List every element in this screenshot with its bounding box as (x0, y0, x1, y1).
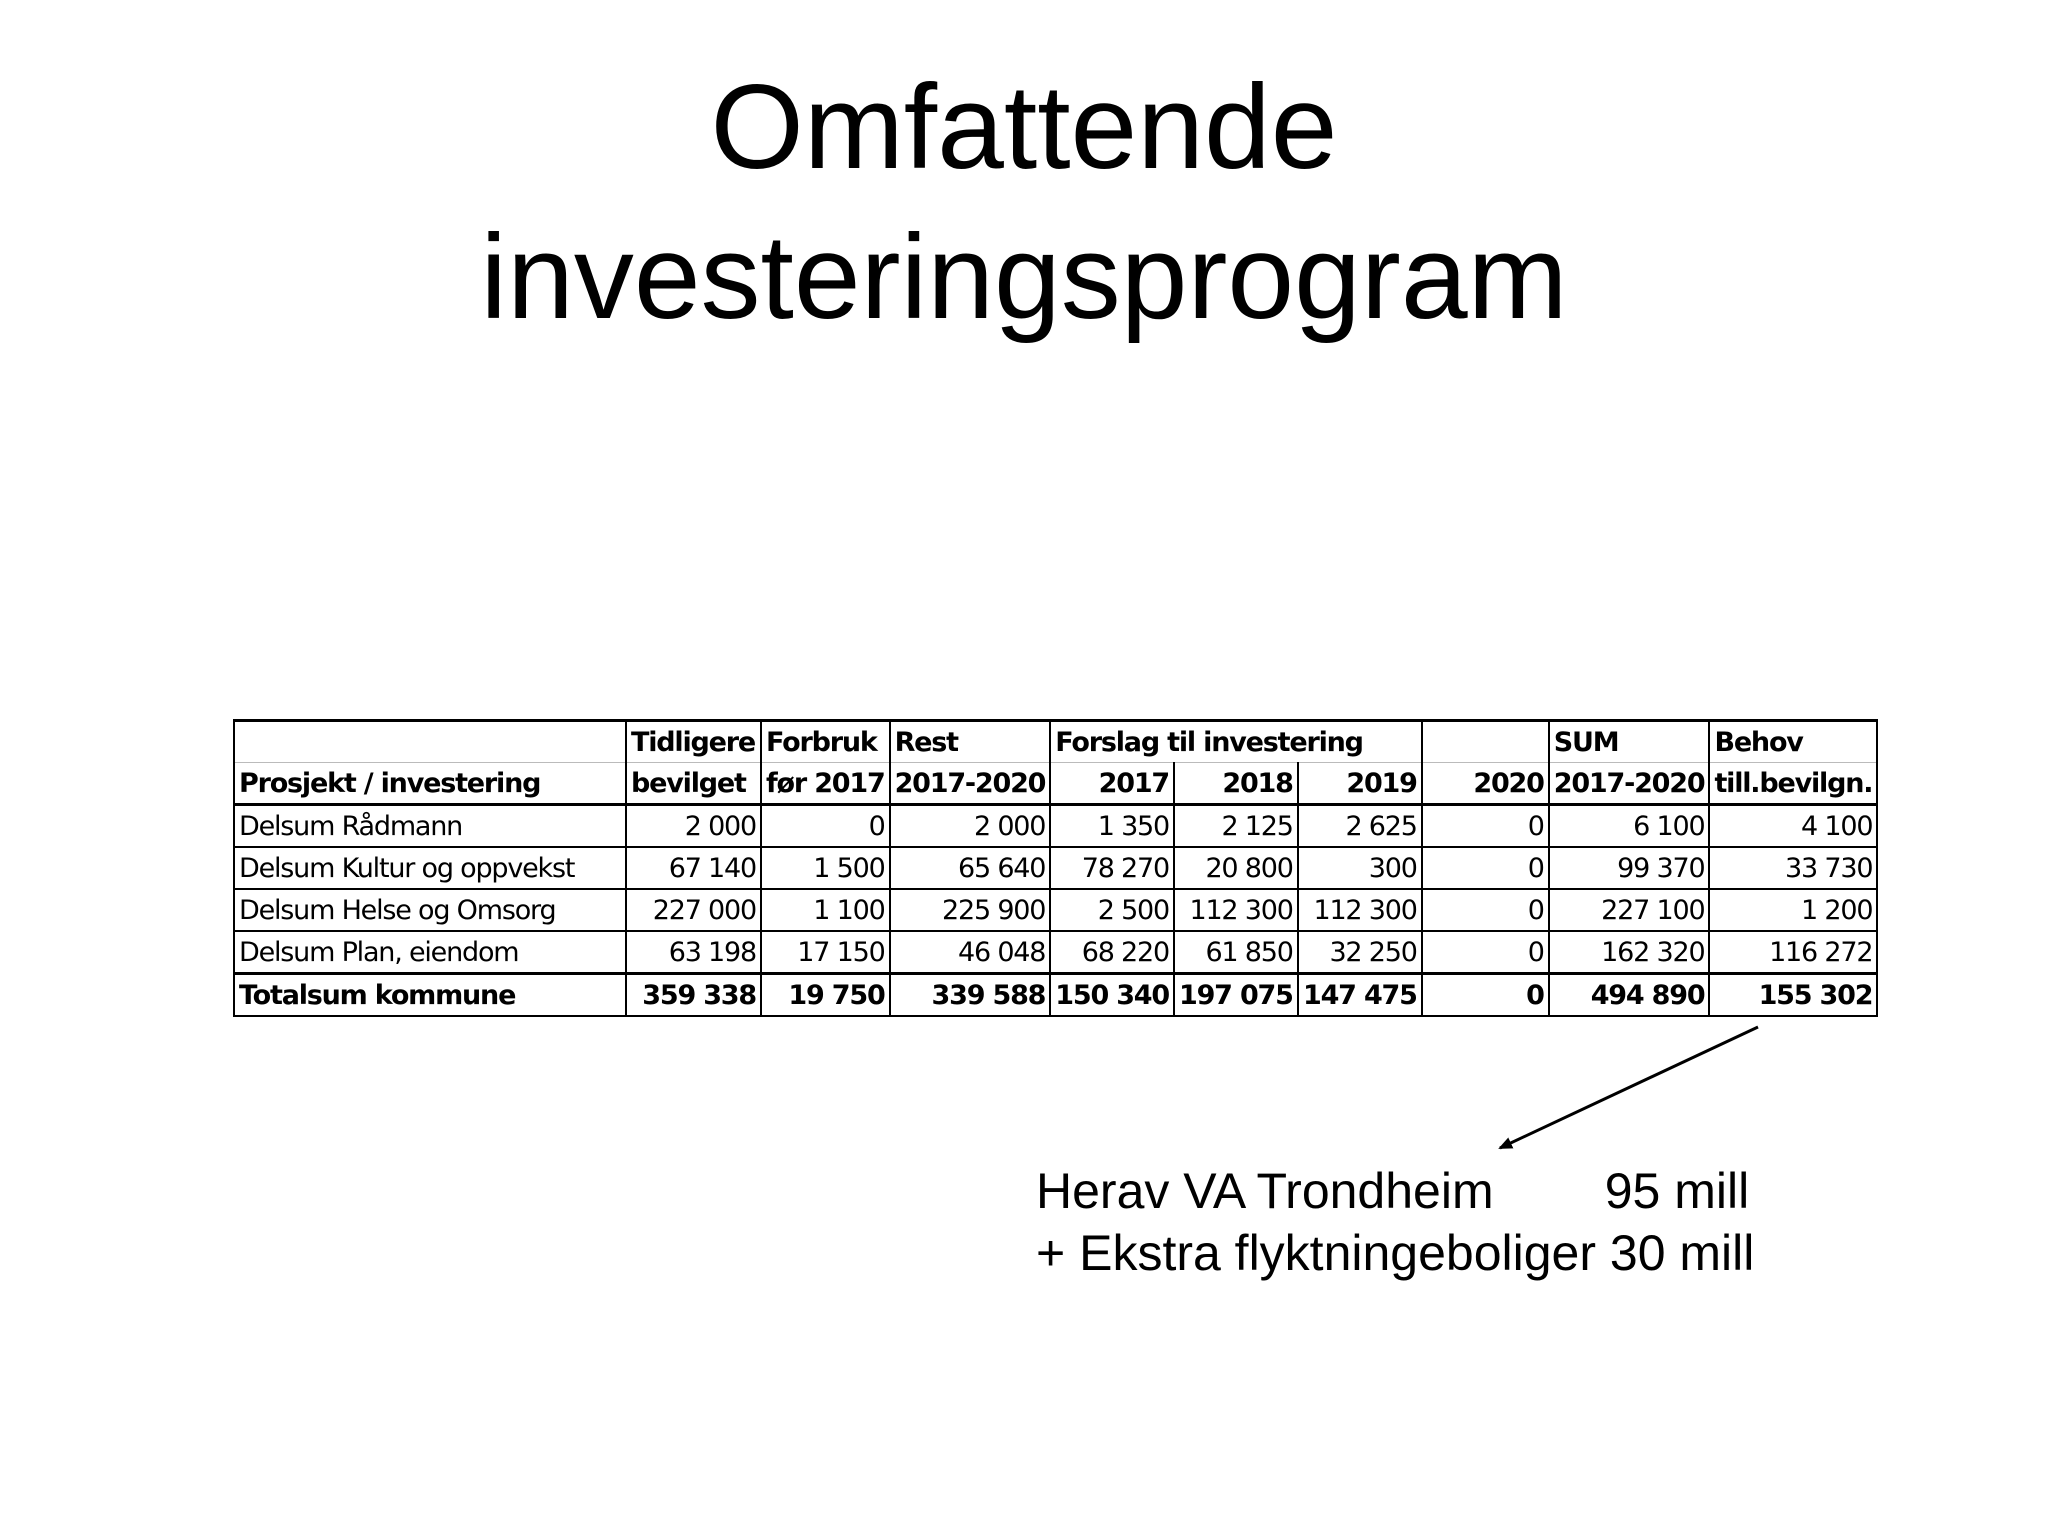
table-cell: 63 198 (626, 931, 761, 974)
table-cell: 116 272 (1709, 931, 1877, 974)
row-label: Delsum Plan, eiendom (234, 931, 626, 974)
table-cell: 17 150 (761, 931, 890, 974)
table-cell: 2 125 (1174, 805, 1298, 848)
table-cell: 155 302 (1709, 974, 1877, 1017)
table-cell: 33 730 (1709, 847, 1877, 889)
table-cell: 65 640 (890, 847, 1051, 889)
row-label: Delsum Rådmann (234, 805, 626, 848)
table-cell: 227 100 (1549, 889, 1710, 931)
table-cell: 112 300 (1174, 889, 1298, 931)
note-line-1: Herav VA Trondheim 95 mill (1036, 1163, 1750, 1219)
table-cell: 32 250 (1298, 931, 1422, 974)
table-cell: 2 625 (1298, 805, 1422, 848)
table-cell: 150 340 (1050, 974, 1174, 1017)
table-cell: 227 000 (626, 889, 761, 931)
annotation-note (1036, 1160, 1754, 1284)
table-cell: 0 (1422, 805, 1549, 848)
header-cell: Rest (890, 721, 1051, 763)
header-cell: 2017-2020 (890, 763, 1051, 805)
table-cell: 1 100 (761, 889, 890, 931)
table-cell: 112 300 (1298, 889, 1422, 931)
table-cell: 0 (761, 805, 890, 848)
table-cell: 78 270 (1050, 847, 1174, 889)
table-cell: 225 900 (890, 889, 1051, 931)
table-cell: 1 500 (761, 847, 890, 889)
header-cell: Tidligere (626, 721, 761, 763)
table-cell: 0 (1422, 847, 1549, 889)
table-cell: 1 350 (1050, 805, 1174, 848)
table-cell: 197 075 (1174, 974, 1298, 1017)
title-line-1: Omfattende (710, 60, 1338, 194)
table-cell: 61 850 (1174, 931, 1298, 974)
header-cell: 2017-2020 (1549, 763, 1710, 805)
table-cell: 0 (1422, 974, 1549, 1017)
table-cell: 2 500 (1050, 889, 1174, 931)
row-label: Delsum Helse og Omsorg (234, 889, 626, 931)
table-cell: 0 (1422, 931, 1549, 974)
table-cell: 339 588 (890, 974, 1051, 1017)
header-cell: bevilget (626, 763, 761, 805)
table-cell: 19 750 (761, 974, 890, 1017)
header-cell: Forbruk (761, 721, 890, 763)
table-cell: 20 800 (1174, 847, 1298, 889)
header-cell: 2018 (1174, 763, 1298, 805)
table-cell: 494 890 (1549, 974, 1710, 1017)
table-cell: 1 200 (1709, 889, 1877, 931)
header-cell: Prosjekt / investering (234, 763, 626, 805)
table-cell: 300 (1298, 847, 1422, 889)
table-cell: 359 338 (626, 974, 761, 1017)
table-cell: 68 220 (1050, 931, 1174, 974)
header-cell: 2017 (1050, 763, 1174, 805)
header-cell: Behov (1709, 721, 1877, 763)
row-label: Totalsum kommune (234, 974, 626, 1017)
table-cell: 0 (1422, 889, 1549, 931)
header-cell-forslag: Forslag til investering (1050, 721, 1421, 763)
title-line-2: investeringsprogram (480, 210, 1568, 344)
header-cell: før 2017 (761, 763, 890, 805)
table-cell: 46 048 (890, 931, 1051, 974)
table-cell: 2 000 (890, 805, 1051, 848)
table-cell: 2 000 (626, 805, 761, 848)
table-cell: 67 140 (626, 847, 761, 889)
table-cell: 162 320 (1549, 931, 1710, 974)
table-cell: 4 100 (1709, 805, 1877, 848)
note-line-2: + Ekstra flyktningeboliger 30 mill (1036, 1225, 1755, 1281)
header-cell: 2020 (1422, 763, 1549, 805)
table-cell: 99 370 (1549, 847, 1710, 889)
header-cell: SUM (1549, 721, 1710, 763)
row-label: Delsum Kultur og oppvekst (234, 847, 626, 889)
header-cell: 2019 (1298, 763, 1422, 805)
table-cell: 147 475 (1298, 974, 1422, 1017)
table-cell: 6 100 (1549, 805, 1710, 848)
header-cell: till.bevilgn. (1709, 763, 1877, 805)
